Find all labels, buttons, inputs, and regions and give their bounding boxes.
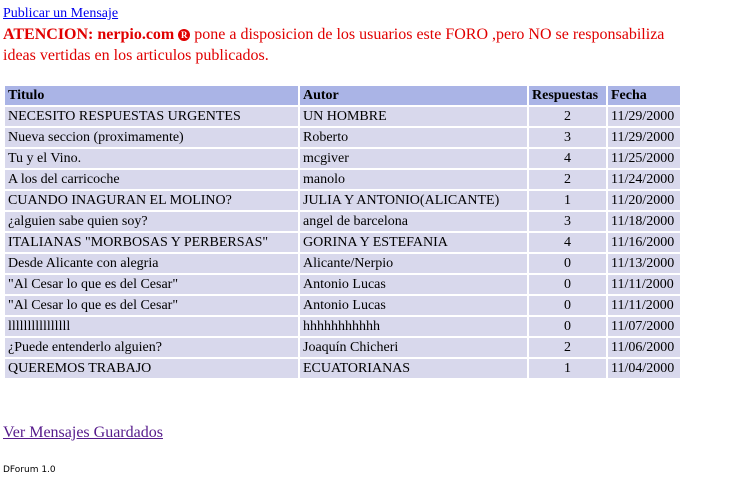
table-row[interactable] [5, 233, 680, 252]
row-title[interactable]: ¿Puede entenderlo alguien? [5, 338, 298, 357]
table-row[interactable] [5, 296, 680, 315]
row-author: manolo [300, 170, 527, 189]
row-date: 11/07/2000 [608, 317, 680, 336]
row-replies: 0 [529, 317, 606, 336]
row-replies: 4 [529, 233, 606, 252]
row-title[interactable]: ¿alguien sabe quien soy? [5, 212, 298, 231]
row-replies: 3 [529, 128, 606, 147]
row-date: 11/11/2000 [608, 275, 680, 294]
row-date: 11/29/2000 [608, 128, 680, 147]
row-author: GORINA Y ESTEFANIA [300, 233, 527, 252]
row-author: Antonio Lucas [300, 296, 527, 315]
row-date: 11/16/2000 [608, 233, 680, 252]
table-row[interactable] [5, 191, 680, 210]
row-author: angel de barcelona [300, 212, 527, 231]
row-title[interactable]: llllllllllllllll [5, 317, 298, 336]
table-row[interactable] [5, 275, 680, 294]
row-author: mcgiver [300, 149, 527, 168]
row-date: 11/18/2000 [608, 212, 680, 231]
header-fecha: Fecha [608, 86, 680, 105]
saved-messages-link[interactable]: Ver Mensajes Guardados [3, 424, 163, 441]
row-date: 11/04/2000 [608, 359, 680, 378]
row-title[interactable]: A los del carricoche [5, 170, 298, 189]
row-author: Alicante/Nerpio [300, 254, 527, 273]
row-date: 11/29/2000 [608, 107, 680, 126]
registered-mark-icon: R [178, 29, 190, 41]
table-row[interactable] [5, 212, 680, 231]
forum-disclaimer [3, 24, 746, 66]
post-message-link[interactable]: Publicar un Mensaje [3, 6, 119, 21]
row-title[interactable]: NECESITO RESPUESTAS URGENTES [5, 107, 298, 126]
header-autor: Autor [300, 86, 527, 105]
row-title[interactable]: QUEREMOS TRABAJO [5, 359, 298, 378]
row-title[interactable]: ITALIANAS "MORBOSAS Y PERBERSAS" [5, 233, 298, 252]
table-row[interactable] [5, 128, 680, 147]
row-replies: 0 [529, 275, 606, 294]
disclaimer-lead: ATENCION: nerpio.com [3, 26, 175, 43]
row-replies: 0 [529, 254, 606, 273]
row-replies: 2 [529, 170, 606, 189]
row-date: 11/06/2000 [608, 338, 680, 357]
row-author: hhhhhhhhhhh [300, 317, 527, 336]
header-respuestas: Respuestas [529, 86, 606, 105]
row-author: UN HOMBRE [300, 107, 527, 126]
row-date: 11/24/2000 [608, 170, 680, 189]
row-title[interactable]: "Al Cesar lo que es del Cesar" [5, 296, 298, 315]
row-date: 11/13/2000 [608, 254, 680, 273]
table-header-row [5, 86, 680, 105]
forum-version: DForum 1.0 [3, 465, 56, 475]
row-replies: 2 [529, 338, 606, 357]
row-replies: 0 [529, 296, 606, 315]
row-title[interactable]: Nueva seccion (proximamente) [5, 128, 298, 147]
row-title[interactable]: Tu y el Vino. [5, 149, 298, 168]
row-replies: 1 [529, 191, 606, 210]
row-author: Antonio Lucas [300, 275, 527, 294]
row-author: Joaquín Chicheri [300, 338, 527, 357]
row-date: 11/25/2000 [608, 149, 680, 168]
table-row[interactable] [5, 170, 680, 189]
row-author: JULIA Y ANTONIO(ALICANTE) [300, 191, 527, 210]
table-row[interactable] [5, 317, 680, 336]
row-replies: 4 [529, 149, 606, 168]
row-replies: 1 [529, 359, 606, 378]
row-author: Roberto [300, 128, 527, 147]
disclaimer-line-2: ideas vertidas en los articulos publicados. [3, 47, 269, 64]
forum-table [3, 84, 682, 380]
row-date: 11/11/2000 [608, 296, 680, 315]
row-replies: 2 [529, 107, 606, 126]
table-row[interactable] [5, 338, 680, 357]
row-author: ECUATORIANAS [300, 359, 527, 378]
table-row[interactable] [5, 107, 680, 126]
row-title[interactable]: "Al Cesar lo que es del Cesar" [5, 275, 298, 294]
row-title[interactable]: CUANDO INAGURAN EL MOLINO? [5, 191, 298, 210]
table-row[interactable] [5, 254, 680, 273]
table-row[interactable] [5, 359, 680, 378]
row-date: 11/20/2000 [608, 191, 680, 210]
row-title[interactable]: Desde Alicante con alegria [5, 254, 298, 273]
header-titulo: Titulo [5, 86, 298, 105]
row-replies: 3 [529, 212, 606, 231]
table-row[interactable] [5, 149, 680, 168]
disclaimer-line-1: pone a disposicion de los usuarios este FORO ,pero NO se responsabiliza [190, 26, 665, 43]
